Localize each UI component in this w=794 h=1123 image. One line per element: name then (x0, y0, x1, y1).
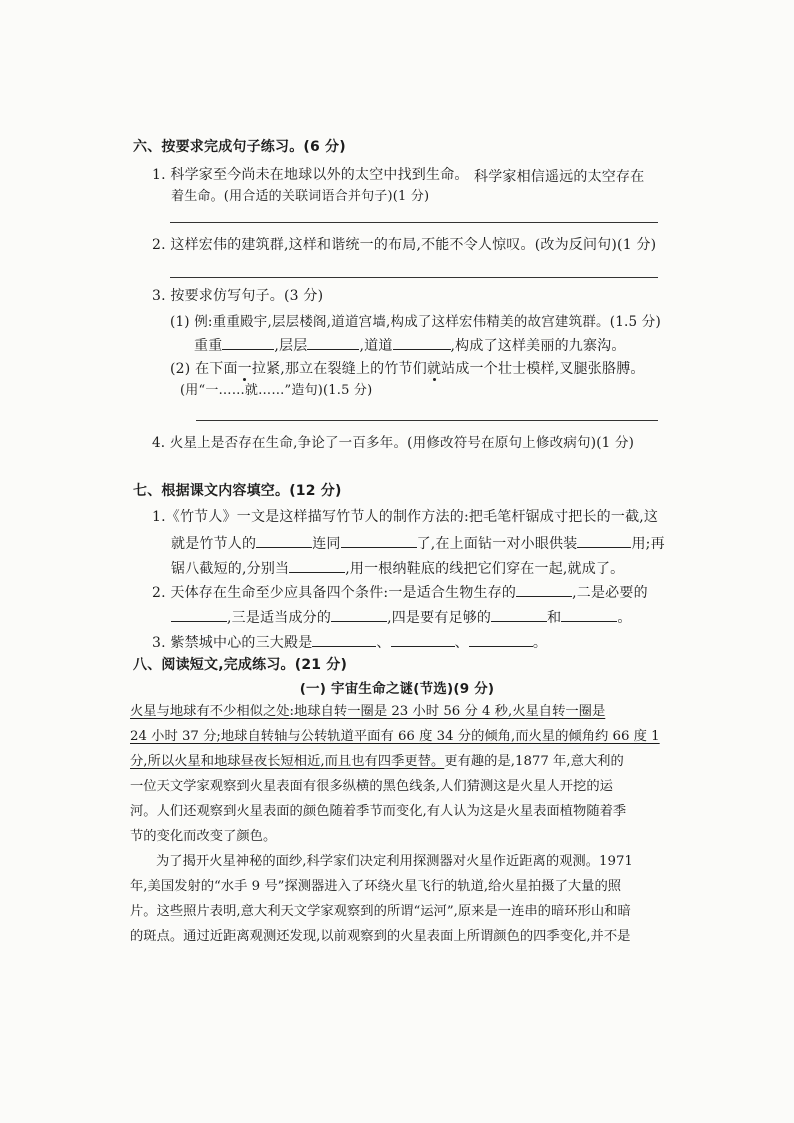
blank[interactable] (341, 533, 417, 548)
passage-line: 一位天文学家观察到火星表面有很多纵横的黑色线条,人们猜测这是火星人开挖的运 (130, 779, 613, 794)
passage-line: 为了揭开火星神秘的面纱,科学家们决定利用探测器对火星作近距离的观测。1971 (156, 854, 633, 869)
answer-line[interactable] (170, 277, 658, 278)
text-segment: 3. 紫禁城中心的三大殿是 (152, 635, 313, 651)
q7-3 (152, 632, 547, 652)
section-8-title: 八、阅读短文,完成练习。(21 分) (133, 657, 348, 673)
passage-line (130, 753, 624, 771)
passage-line: 的斑点。通过近距离观测还发现,以前观察到的火星表面上所谓颜色的四季变化,并不是 (130, 929, 631, 944)
emphasis-char: 就 (426, 361, 442, 377)
passage-line: 片。这些照片表明,意大利天文学家观察到的所谓“运河”,原来是一连串的暗环形山和暗 (130, 904, 631, 919)
text-segment: 站成一个壮士模样,叉腿张胳膊。 (441, 361, 645, 377)
q6-4: 4. 火星上是否存在生命,争论了一百多年。(用修改符号在原句上修改病句)(1 分) (152, 435, 635, 451)
q6-3-1-example: (1) 例:重重殿宇,层层楼阁,道道宫墙,构成了这样宏伟精美的故宫建筑群。(1.5 分) (170, 314, 661, 330)
q6-3-2-line2: (用“一……就……”造句)(1.5 分) (180, 383, 373, 398)
fill-text: ,构成了这样美丽的九寨沟。 (450, 338, 626, 354)
text-segment: ,二是必要的 (572, 585, 648, 601)
blank[interactable] (171, 607, 227, 622)
passage-line (130, 703, 605, 721)
passage-title: (一) 宇宙生命之谜(节选)(9 分) (299, 681, 495, 697)
blank[interactable] (516, 582, 572, 597)
text-segment: ,三是适当成分的 (227, 610, 332, 626)
text-segment: (2) 在下面 (170, 361, 238, 377)
q6-2: 2. 这样宏伟的建筑群,这样和谐统一的布局,不能不令人惊叹。(改为反问句)(1 分) (152, 237, 657, 253)
fill-text: ,层层 (274, 338, 308, 354)
text-segment: 拉紧,那立在裂缝上的竹节们 (251, 361, 427, 377)
text-segment: ,四是要有足够的 (387, 610, 492, 626)
text-segment: 、 (376, 635, 391, 651)
passage-line: 节的变化而改变了颜色。 (130, 829, 277, 844)
text-segment: ,用一根纳鞋底的线把它们穿在一起,就成了。 (345, 561, 625, 577)
q6-3-2-line1 (170, 360, 645, 378)
passage-line: 年,美国发射的“水手 9 号”探测器进入了环绕火星飞行的轨道,给火星拍摄了大量的照 (130, 879, 622, 894)
q7-1-line3 (171, 558, 624, 578)
text-segment: 用;再 (631, 536, 665, 552)
section-7-title: 七、根据课文内容填空。(12 分) (133, 483, 342, 499)
text-segment: 了,在上面钻一对小眼供装 (416, 536, 578, 552)
text-segment: 锯八截短的,分别当 (171, 561, 290, 577)
q6-3-title: 3. 按要求仿写句子。(3 分) (152, 288, 324, 304)
blank[interactable] (577, 533, 631, 548)
text-segment: 更有趣的是,1877 年,意大利的 (444, 754, 624, 769)
blank[interactable] (391, 632, 455, 647)
emphasis-char: 一 (237, 361, 252, 377)
q6-1-line1b: 科学家相信遥远的太空存在 (474, 169, 645, 185)
text-segment: 2. 天体存在生命至少应具备四个条件:一是适合生物生存的 (152, 585, 517, 601)
blank[interactable] (256, 533, 312, 548)
text-segment: 。 (617, 610, 632, 626)
blank[interactable] (289, 558, 345, 573)
passage-line: 河。人们还观察到火星表面的颜色随着季节而变化,有人认为这是火星表面植物随着季 (130, 804, 627, 819)
q6-1-line2: 着生命。(用合适的关联词语合并句子)(1 分) (171, 189, 430, 204)
text-segment: 。 (532, 635, 548, 651)
blank[interactable] (561, 607, 617, 622)
text-segment: 和 (547, 610, 562, 626)
underlined-text: 分,所以火星和地球昼夜长短相近,而且也有四季更替。 (130, 754, 445, 769)
blank[interactable] (491, 607, 547, 622)
text-segment: 、 (454, 635, 469, 651)
q7-1-line1: 1.《竹节人》一文是这样描写竹节人的制作方法的:把毛笔杆锯成寸把长的一截,这 (152, 509, 659, 525)
q7-2-line1 (152, 582, 648, 602)
answer-line[interactable] (196, 420, 658, 421)
underlined-text: 火星与地球有不少相似之处:地球自转一圈是 23 小时 56 分 4 秒,火星自转一圈是 (130, 704, 606, 719)
text-segment: 连同 (312, 536, 341, 552)
blank[interactable] (222, 335, 274, 350)
blank[interactable] (469, 632, 533, 647)
q7-2-line2 (171, 607, 632, 627)
fill-text: ,道道 (359, 338, 393, 354)
underlined-text: 24 小时 37 分;地球自转轴与公转轨道平面有 66 度 34 分的倾角,而火星的倾角约 66 度 1 (130, 729, 660, 744)
blank[interactable] (331, 607, 387, 622)
text-segment: 就是竹节人的 (171, 536, 257, 552)
fill-text: 重重 (194, 338, 223, 354)
section-6-title: 六、按要求完成句子练习。(6 分) (133, 139, 346, 155)
q6-1-line1a: 1. 科学家至今尚未在地球以外的太空中找到生命。 (152, 167, 469, 183)
q7-1-line2 (171, 533, 665, 553)
answer-line[interactable] (170, 222, 658, 223)
blank[interactable] (393, 335, 451, 350)
blank[interactable] (312, 632, 376, 647)
blank[interactable] (307, 335, 359, 350)
q6-3-1-fill (194, 335, 626, 355)
passage-line (130, 728, 660, 746)
